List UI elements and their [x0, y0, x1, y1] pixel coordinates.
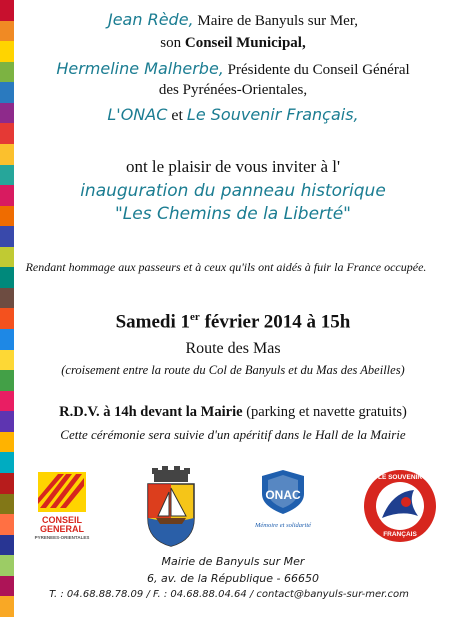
event-title-line2: "Les Chemins de la Liberté" — [114, 204, 351, 224]
orgs-line — [22, 105, 444, 125]
aperitif-line: Cette cérémonie sera suivie d'un apéritif dans le Hall de la Mairie — [60, 427, 406, 442]
stripe-segment — [0, 185, 14, 206]
date-suffix: février 2014 à 15h — [199, 311, 351, 333]
footer-org: Mairie de Banyuls sur Mer — [161, 555, 305, 568]
stripe-segment — [0, 308, 14, 329]
onac-tagline: Mémoire et solidarité — [254, 522, 312, 529]
cg-line1: CONSEIL — [41, 515, 82, 525]
stripe-segment — [0, 82, 14, 103]
stripe-segment — [0, 103, 14, 124]
stripe-segment — [0, 123, 14, 144]
conseil-general-logo — [26, 470, 98, 542]
president-line — [22, 59, 444, 79]
council-name: Conseil Municipal, — [184, 35, 306, 51]
stripe-segment — [0, 391, 14, 412]
onac-label: ONAC — [265, 488, 301, 502]
mayor-name: Jean Rède, — [107, 10, 194, 29]
stripe-segment — [0, 206, 14, 227]
event-date — [22, 311, 444, 333]
onac-logo — [248, 470, 318, 540]
banyuls-coat-of-arms — [140, 466, 202, 548]
event-title-line1: inauguration du panneau historique — [80, 181, 386, 201]
footer-contact: T. : 04.68.88.78.09 / F. : 04.68.88.04.64 / contact@banyuls-sur-mer.com — [49, 589, 409, 600]
stripe-segment — [0, 535, 14, 556]
stripe-segment — [0, 62, 14, 83]
rdv-line — [22, 404, 444, 421]
stripe-segment — [0, 288, 14, 309]
mayor-line — [22, 10, 444, 30]
stripe-segment — [0, 576, 14, 597]
tribute-line: Rendant hommage aux passeurs et à ceux qu'ils ont aidés à fuir la France occupée. — [25, 260, 427, 274]
souvenir-francais-logo — [362, 468, 438, 544]
stripe-segment — [0, 350, 14, 371]
stripe-segment — [0, 473, 14, 494]
orgs-and: et — [171, 107, 183, 124]
cg-line2: GENERAL — [39, 524, 84, 534]
stripe-segment — [0, 370, 14, 391]
president-name: Hermeline Malherbe, — [56, 59, 224, 78]
coat-of-arms-icon — [140, 466, 202, 548]
stripe-segment — [0, 0, 14, 21]
rdv-details: (parking et navette gratuits) — [242, 404, 407, 420]
souvenir-bottom-text: FRANÇAIS — [383, 531, 417, 538]
stripe-segment — [0, 432, 14, 453]
stripe-segment — [0, 494, 14, 515]
council-line — [22, 35, 444, 52]
souvenir-top-text: LE SOUVENIR — [377, 474, 423, 481]
place-note: (croisement entre la route du Col de Banyuls et du Mas des Abeilles) — [61, 363, 405, 377]
stripe-segment — [0, 452, 14, 473]
council-prefix: son — [160, 35, 182, 51]
president-title: Présidente du Conseil Général — [227, 62, 410, 78]
stripe-segment — [0, 21, 14, 42]
stripe-segment — [0, 165, 14, 186]
footer-address: 6, av. de la République - 66650 — [146, 572, 319, 585]
cg-line3: PYRENEES-ORIENTALES — [34, 535, 90, 540]
stripe-segment — [0, 226, 14, 247]
date-superscript: er — [190, 311, 200, 323]
mayor-title: Maire de Banyuls sur Mer, — [197, 13, 358, 29]
stripe-segment — [0, 329, 14, 350]
rdv-time: R.D.V. à 14h devant la Mairie — [59, 404, 243, 420]
stripe-segment — [0, 41, 14, 62]
stripe-segment — [0, 144, 14, 165]
org-onac: L'ONAC — [107, 105, 168, 124]
department-line: des Pyrénées-Orientales, — [158, 82, 308, 98]
event-place: Route des Mas — [185, 340, 281, 357]
stripe-segment — [0, 555, 14, 576]
stripe-segment — [0, 411, 14, 432]
color-stripe-border — [0, 0, 14, 617]
stripe-segment — [0, 514, 14, 535]
stripe-segment — [0, 596, 14, 617]
invite-sentence: ont le plaisir de vous inviter à l' — [125, 157, 341, 176]
date-prefix: Samedi 1 — [115, 311, 191, 333]
org-souvenir: Le Souvenir Français, — [186, 105, 359, 124]
